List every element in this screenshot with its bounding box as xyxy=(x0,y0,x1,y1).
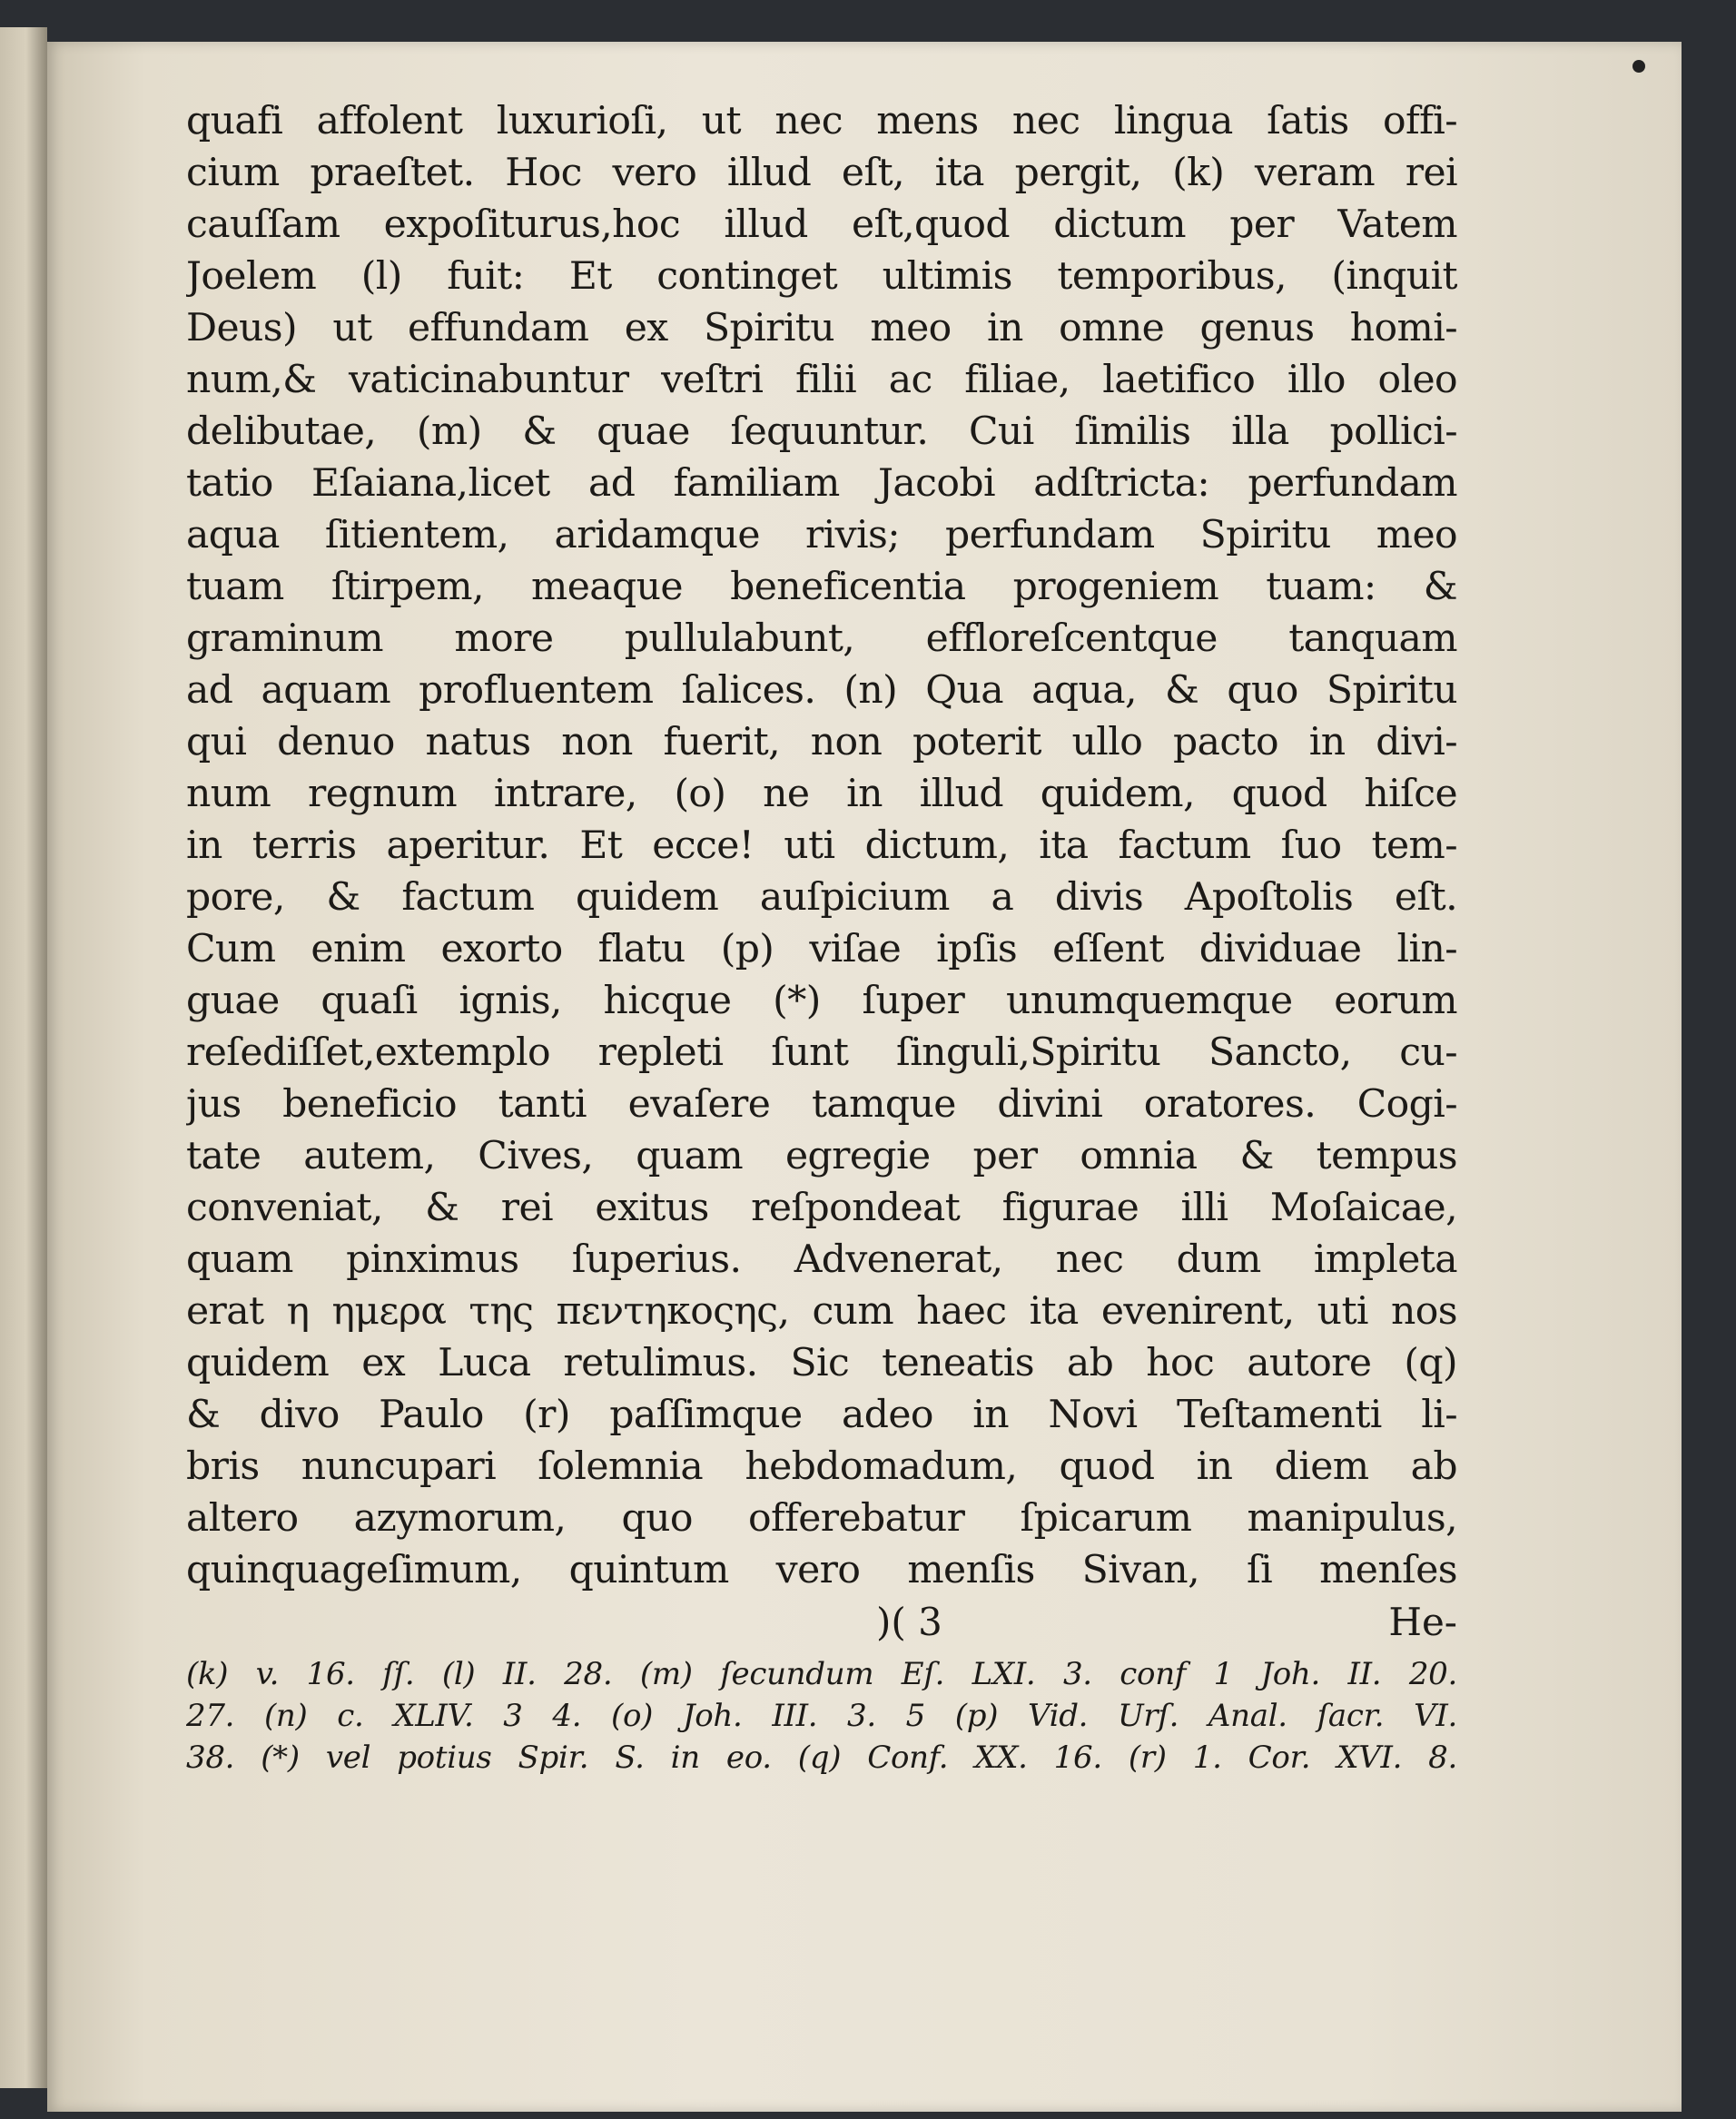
text-line: num regnum intrare, (o) ne in illud quidem, quod hiſce xyxy=(186,772,1457,816)
text-line: aqua ſitientem, aridamque rivis; perfundam Spiritu meo xyxy=(186,513,1457,557)
text-line: erat η ημερα της πεντηκοςης, cum haec ita evenirent, uti nos xyxy=(186,1289,1457,1334)
text-line: quam pinximus ſuperius. Advenerat, nec dum impleta xyxy=(186,1237,1457,1282)
text-line: cauſſam expoſiturus,hoc illud eſt,quod dictum per Vatem xyxy=(186,202,1457,247)
catchword: He- xyxy=(1388,1600,1457,1644)
text-line: quidem ex Luca retulimus. Sic teneatis ab hoc autore (q) xyxy=(186,1341,1457,1385)
text-line: altero azymorum, quo offerebatur ſpicarum manipulus, xyxy=(186,1496,1457,1541)
text-line: cium praeſtet. Hoc vero illud eſt, ita pergit, (k) veram rei xyxy=(186,151,1457,195)
footnote-line: 38. (*) vel potius Spir. S. in eo. (q) Conf. XX. 16. (r) 1. Cor. XVI. 8. xyxy=(186,1740,1457,1776)
text-line: in terris aperitur. Et ecce! uti dictum, ita factum ſuo tem- xyxy=(186,823,1457,868)
text-line: tate autem, Cives, quam egregie per omnia & tempus xyxy=(186,1134,1457,1178)
text-line: Joelem (l) fuit: Et continget ultimis temporibus, (inquit xyxy=(186,254,1457,299)
text-line: Deus) ut effundam ex Spiritu meo in omne genus homi- xyxy=(186,306,1457,350)
text-line: qui denuo natus non fuerit, non poterit ullo pacto in divi- xyxy=(186,720,1457,764)
footnotes xyxy=(186,1653,1457,1779)
signature-mark: )( 3 xyxy=(876,1600,942,1644)
text-line: guae quaſi ignis, hicque (*) ſuper unumquemque eorum xyxy=(186,979,1457,1023)
text-line: jus beneficio tanti evaſere tamque divini oratores. Cogi- xyxy=(186,1082,1457,1127)
text-line: pore, & factum quidem auſpicium a divis Apoſtolis eſt. xyxy=(186,875,1457,920)
text-line: tuam ſtirpem, meaque beneficentia progeniem tuam: & xyxy=(186,565,1457,609)
text-line: graminum more pullulabunt, effloreſcentque tanquam xyxy=(186,616,1457,661)
text-line: delibutae, (m) & quae ſequuntur. Cui ſimilis illa pollici- xyxy=(186,409,1457,454)
text-line: & divo Paulo (r) paſſimque adeo in Novi Teſtamenti li- xyxy=(186,1393,1457,1437)
text-line: tatio Eſaiana,licet ad familiam Jacobi adſtricta: perfundam xyxy=(186,461,1457,506)
text-line: quafi affolent luxurioſi, ut nec mens nec lingua ſatis offi- xyxy=(186,99,1457,143)
text-line: num,& vaticinabuntur veſtri filii ac filiae, laetifico illo oleo xyxy=(186,358,1457,402)
page-corner-mark xyxy=(1632,60,1645,73)
left-page-edge xyxy=(0,27,47,2088)
text-line: reſediſſet,extemplo repleti ſunt ſinguli,Spiritu Sancto, cu- xyxy=(186,1030,1457,1075)
text-line: bris nuncupari ſolemnia hebdomadum, quod in diem ab xyxy=(186,1444,1457,1489)
text-line: quinquageſimum, quintum vero menſis Sivan, ſi menſes xyxy=(186,1548,1457,1592)
text-line: ad aquam profluentem ſalices. (n) Qua aqua, & quo Spiritu xyxy=(186,668,1457,713)
main-text-block xyxy=(186,95,1457,1779)
signature-row xyxy=(186,1596,1457,1648)
text-line: conveniat, & rei exitus reſpondeat figurae illi Moſaicae, xyxy=(186,1186,1457,1230)
footnote-line: 27. (n) c. XLIV. 3 4. (o) Joh. III. 3. 5 (p) Vid. Urſ. Anal. ſacr. VI. xyxy=(186,1698,1457,1734)
text-line: Cum enim exorto flatu (p) viſae ipſis eſſent dividuae lin- xyxy=(186,927,1457,971)
footnote-line: (k) v. 16. ſſ. (l) II. 28. (m) ſecundum Eſ. LXI. 3. conf 1 Joh. II. 20. xyxy=(186,1656,1457,1692)
